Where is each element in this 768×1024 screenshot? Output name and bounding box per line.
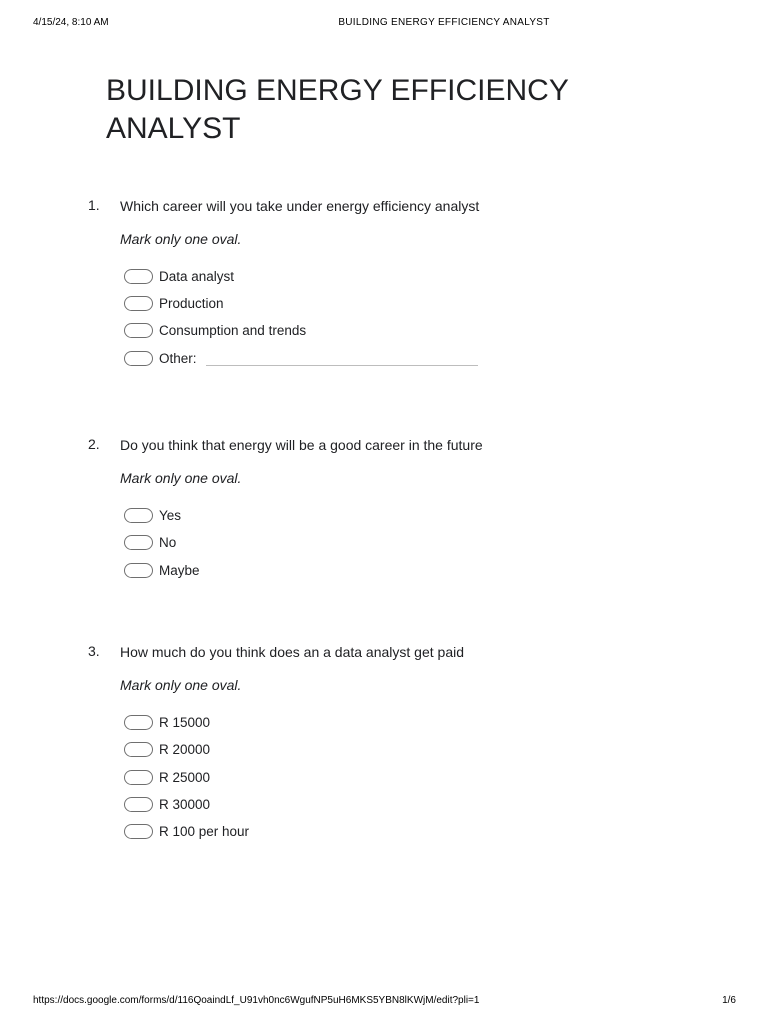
radio-oval[interactable] bbox=[124, 770, 153, 785]
option-label: Data analyst bbox=[159, 268, 235, 284]
option-maybe[interactable] bbox=[124, 561, 200, 579]
question-number: 3. bbox=[88, 643, 100, 659]
option-r-30000[interactable] bbox=[124, 795, 210, 813]
radio-oval[interactable] bbox=[124, 824, 153, 839]
radio-oval[interactable] bbox=[124, 508, 153, 523]
option-no[interactable] bbox=[124, 533, 176, 551]
option-label: Consumption and trends bbox=[159, 322, 307, 338]
question-instruction: Mark only one oval. bbox=[120, 677, 242, 693]
option-label: R 100 per hour bbox=[159, 823, 250, 839]
radio-oval[interactable] bbox=[124, 535, 153, 550]
option-yes[interactable] bbox=[124, 506, 181, 524]
option-consumption-and-trends[interactable] bbox=[124, 321, 306, 339]
option-label: Yes bbox=[159, 507, 182, 523]
print-header bbox=[0, 17, 768, 31]
radio-oval[interactable] bbox=[124, 269, 153, 284]
option-label: No bbox=[159, 534, 177, 550]
page-number: 1/6 bbox=[722, 995, 736, 1006]
print-header-title: BUILDING ENERGY EFFICIENCY ANALYST bbox=[338, 17, 550, 28]
print-footer-url: https://docs.google.com/forms/d/116QoaindLf_U91vh0nc6WgufNP5uH6MKS5YBN8lKWjM/edit?pli=1 bbox=[33, 995, 480, 1006]
radio-oval[interactable] bbox=[124, 563, 153, 578]
radio-oval[interactable] bbox=[124, 323, 153, 338]
radio-oval[interactable] bbox=[124, 296, 153, 311]
radio-oval[interactable] bbox=[124, 797, 153, 812]
option-r-15000[interactable] bbox=[124, 713, 210, 731]
question-number: 2. bbox=[88, 436, 100, 452]
form-title-line-1: BUILDING ENERGY EFFICIENCY bbox=[106, 74, 569, 107]
option-other[interactable] bbox=[124, 349, 478, 367]
option-label: R 15000 bbox=[159, 714, 211, 730]
radio-oval[interactable] bbox=[124, 351, 153, 366]
question-instruction: Mark only one oval. bbox=[120, 470, 242, 486]
print-footer bbox=[0, 995, 768, 1009]
option-r-100-per-hour[interactable] bbox=[124, 822, 249, 840]
option-r-25000[interactable] bbox=[124, 768, 210, 786]
option-label: Maybe bbox=[159, 562, 200, 578]
form-title-line-2: ANALYST bbox=[106, 112, 241, 145]
form-title bbox=[106, 72, 666, 148]
other-text-line[interactable] bbox=[206, 364, 478, 366]
radio-oval[interactable] bbox=[124, 715, 153, 730]
question-text: Which career will you take under energy efficiency analyst bbox=[120, 198, 480, 214]
question-number: 1. bbox=[88, 197, 100, 213]
question-text: Do you think that energy will be a good career in the future bbox=[120, 437, 483, 453]
option-label: Other: bbox=[159, 350, 197, 366]
print-date-time: 4/15/24, 8:10 AM bbox=[33, 17, 109, 28]
option-data-analyst[interactable] bbox=[124, 267, 234, 285]
option-label: Production bbox=[159, 295, 224, 311]
option-r-20000[interactable] bbox=[124, 740, 210, 758]
option-label: R 30000 bbox=[159, 796, 211, 812]
option-label: R 25000 bbox=[159, 769, 211, 785]
option-label: R 20000 bbox=[159, 741, 211, 757]
option-production[interactable] bbox=[124, 294, 224, 312]
question-text: How much do you think does an a data analyst get paid bbox=[120, 644, 464, 660]
radio-oval[interactable] bbox=[124, 742, 153, 757]
question-instruction: Mark only one oval. bbox=[120, 231, 242, 247]
